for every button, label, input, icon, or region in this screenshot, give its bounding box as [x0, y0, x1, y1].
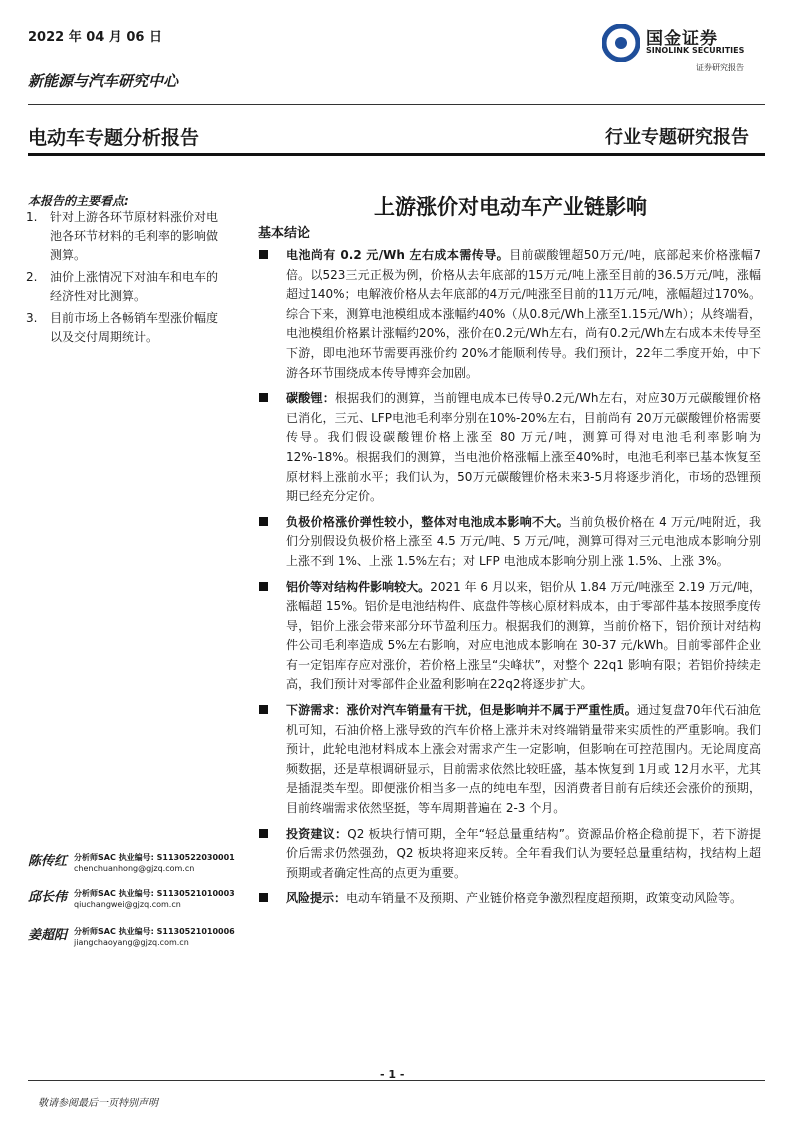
conclusion-heading: 电池尚有 0.2 元/Wh 左右成本需传导。	[286, 248, 510, 262]
analyst-card	[28, 848, 253, 888]
logo-subtitle: 证券研究报告	[696, 63, 744, 72]
company-logo	[602, 22, 762, 74]
license-code: S1130522030001	[156, 853, 235, 862]
list-item	[22, 309, 218, 347]
conclusion-text: 根据我们的测算，当前锂电成本已传导0.2元/Wh左右，对应30万元碳酸锂价格已消化，三元、LFP电池毛利率分别在10%-20%左右，目前尚有 20万元碳酸锂价格需要传导。我们假设碳酸锂价格上涨至 80 万元/吨，测算可得对电池毛利率影响为 12%-18%。根据我们的测算，当电池价格涨幅上涨至40%时，电池毛利率已基本恢复至原材料上涨前水平；我们认为，50万元碳酸锂价格未来3-5月将逐步消化，市场的恐锂预期已经充分定价。	[286, 391, 761, 504]
conclusion-item	[256, 389, 761, 507]
disclaimer-note: 敬请参阅最后一页特别声明	[38, 1098, 158, 1109]
analyst-email[interactable]: qiuchangwei@gjzq.com.cn	[74, 900, 181, 909]
analyst-name: 邱长伟	[28, 890, 68, 905]
section-heading: 基本结论	[258, 226, 311, 241]
analyst-name: 姜超阳	[28, 928, 68, 943]
conclusion-item	[256, 246, 761, 383]
square-bullet-icon	[259, 250, 268, 259]
conclusion-text: 电动车销量不及预期、产业链价格竞争激烈程度超预期，政策变动风险等。	[346, 891, 743, 906]
conclusion-heading: 下游需求：涨价对汽车销量有干扰，但是影响并不属于严重性质。	[286, 703, 637, 718]
logo-chinese-name: 国金证券	[646, 29, 718, 49]
header-divider-bottom	[28, 153, 765, 156]
header-divider-top	[28, 104, 765, 105]
conclusion-item	[256, 578, 761, 696]
list-item-number: 1.	[26, 210, 38, 224]
analyst-name: 陈传红	[28, 854, 68, 869]
license-label: 分析师SAC 执业编号:	[74, 889, 154, 898]
conclusion-text: 目前碳酸锂超50万元/吨，底部起来价格涨幅7倍。以523三元正极为例，价格从去年底部的15万元/吨上涨至目前的36.5万元/吨，涨幅超过140%；电解液价格从去年底部的4万元/吨涨至目前的11万元/吨，涨幅超过170%。综合下来，测算电池模组成本涨幅约40%（从0.8元/Wh上涨至1.15元/Wh）；从终端看，电池模组价格累计涨幅约20%，涨价在0.2元/Wh左右，尚有0.2元/Wh左右成本未传导至下游，即电池环节需要再涨价约 20%才能顺利传导。我们预计，22年二季度开始，中下游各环节围绕成本传导博弈会加剧。	[286, 248, 761, 380]
research-center-name: 新能源与汽车研究中心	[28, 72, 179, 90]
conclusion-text: 当前负极价格在 4 万元/吨附近，我们分别假设负极价格上涨至 4.5 万元/吨、5 万元/吨，测算可得对三元电池成本影响分别上涨不到 1%、上涨 1.5%左右；对 LFP 电池成本影响分别上涨 1.5%、上涨 3%。	[286, 514, 761, 568]
square-bullet-icon	[259, 893, 268, 902]
square-bullet-icon	[259, 705, 268, 714]
sidebar-highlights	[22, 208, 218, 350]
sidebar-title: 本报告的主要看点:	[28, 194, 129, 208]
conclusion-item	[256, 513, 761, 572]
conclusion-heading: 铝价等对结构件影响较大。	[286, 579, 431, 594]
conclusion-heading: 碳酸锂：	[286, 391, 336, 406]
analyst-license	[74, 852, 235, 863]
conclusion-heading: 负极价格涨价弹性较小，整体对电池成本影响不大。	[286, 514, 569, 529]
sinolink-logo-icon	[602, 24, 640, 62]
analyst-card	[28, 922, 253, 962]
list-item-text: 目前市场上各畅销车型涨价幅度以及交付周期统计。	[50, 311, 219, 344]
list-item-text: 针对上游各环节原材料涨价对电池各环节材料的毛利率的影响做测算。	[50, 210, 219, 262]
analyst-card	[28, 884, 253, 924]
square-bullet-icon	[259, 393, 268, 402]
square-bullet-icon	[259, 517, 268, 526]
license-code: S1130521010003	[156, 889, 235, 898]
square-bullet-icon	[259, 829, 268, 838]
report-category: 行业专题研究报告	[605, 127, 749, 148]
analyst-license	[74, 888, 235, 899]
square-bullet-icon	[259, 582, 268, 591]
conclusion-item	[256, 889, 761, 909]
conclusion-text: 通过复盘70年代石油危机可知，石油价格上涨导致的汽车价格上涨并未对终端销量带来实质性的严重影响。我们预计，此轮电池材料成本上涨会对需求产生一定影响，但影响在可控范围内。无论周度高频数据，还是草根调研显示，目前需求依然比较旺盛，基本恢复到 1月或 12月水平，尤其是插混类车型。即便涨价相当多一点的纯电车型，因消费者目前有后续还会涨价的预期，目前终端需求依然坚挺，等车周期普遍在 2-3 个月。	[286, 703, 761, 816]
logo-english-name: SINOLINK SECURITIES	[646, 46, 745, 55]
license-code: S1130521010006	[156, 927, 235, 936]
page-title: 上游涨价对电动车产业链影响	[374, 195, 647, 219]
list-item-text: 油价上涨情况下对油车和电车的经济性对比测算。	[50, 270, 219, 303]
list-item-number: 2.	[26, 270, 38, 284]
list-item	[22, 208, 218, 265]
conclusion-list	[256, 246, 761, 915]
conclusion-item	[256, 701, 761, 819]
conclusion-text: 2021 年 6 月以来，铝价从 1.84 万元/吨涨至 2.19 万元/吨，涨幅超 15%。铝价是电池结构件、底盘件等核心原材料成本，由于零部件基本按照季度传导，铝价上涨会带来部分环节盈利压力。根据我们的测算，当前价格下，铝价预计对结构件公司毛利率造成 5%左右影响，对应电池成本影响在 30-37 元/kWh。目前零部件企业有一定铝库存应对涨价，若价格上涨呈“尖峰状”，对整个 22q1 影响有限；若铝价持续走高，我们预计对零部件企业盈利影响在22q2将逐步扩大。	[286, 579, 761, 692]
report-date: 2022 年 04 月 06 日	[28, 30, 162, 45]
conclusion-heading: 风险提示：	[286, 891, 347, 906]
list-item-number: 3.	[26, 311, 38, 325]
conclusion-item	[256, 825, 761, 884]
conclusion-heading: 投资建议：	[286, 826, 348, 841]
analyst-email[interactable]: chenchuanhong@gjzq.com.cn	[74, 864, 195, 873]
report-type-title: 电动车专题分析报告	[28, 127, 200, 149]
page-number: - 1 -	[380, 1068, 405, 1081]
analyst-email[interactable]: jiangchaoyang@gjzq.com.cn	[74, 938, 189, 947]
license-label: 分析师SAC 执业编号:	[74, 853, 154, 862]
license-label: 分析师SAC 执业编号:	[74, 927, 154, 936]
conclusion-text: Q2 板块行情可期，全年“轻总量重结构”。资源品价格企稳前提下，若下游提价后需求仍然强劲，Q2 板块将迎来反转。全年看我们认为要轻总量重结构，找结构上超预期或者确定性高的点更为重要。	[286, 826, 761, 880]
list-item	[22, 268, 218, 306]
analyst-license	[74, 926, 235, 937]
